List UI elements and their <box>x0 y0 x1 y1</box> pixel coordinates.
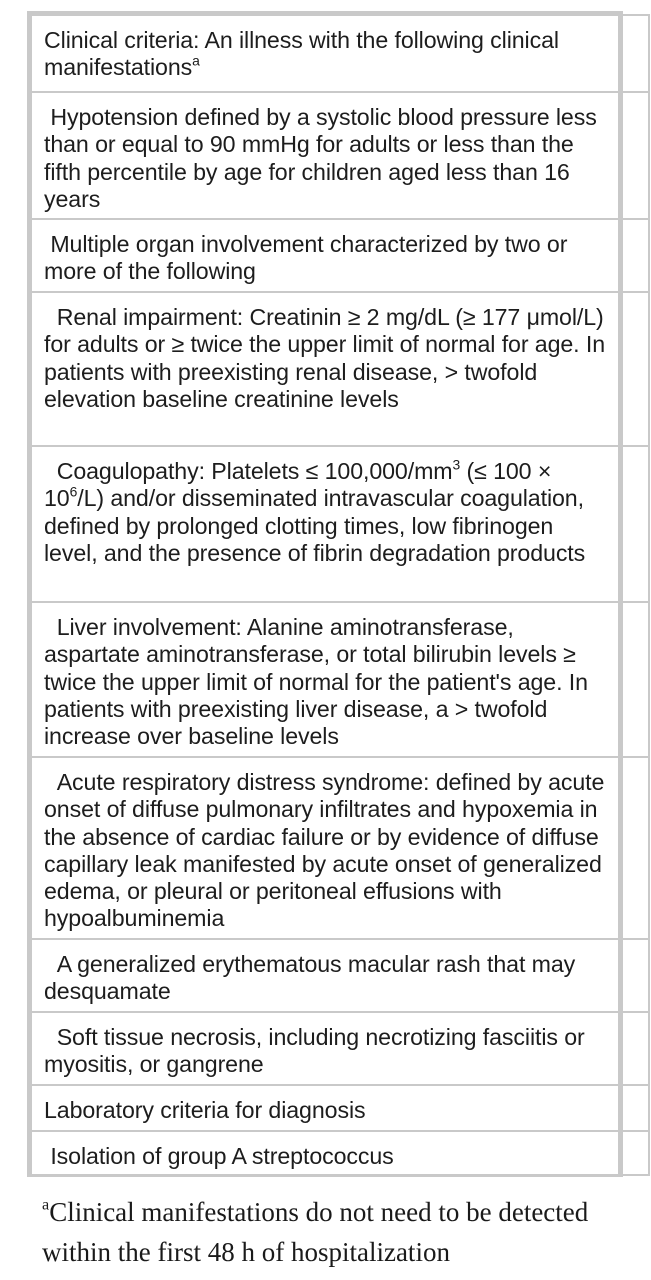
clinical-criteria-heading: Clinical criteria: An illness with the following clinical manifestations <box>44 27 559 81</box>
footnote-text: Clinical manifestations do not need to be detected within the first 48 h of hospitalization <box>42 1197 589 1267</box>
table-row <box>31 602 649 757</box>
empty-cell <box>619 1131 649 1175</box>
criteria-table-grid <box>30 14 650 1176</box>
liver-involvement-criterion: Liver involvement: Alanine aminotransferase, aspartate aminotransferase, or total bilirubin levels ≥ twice the upper limit of normal for the patient's age. In patients with preexisting liver disease, a > twofold increase over baseline levels <box>44 614 595 750</box>
coagulopathy-criterion <box>44 458 590 566</box>
table-cell <box>31 757 619 939</box>
table-row <box>31 1085 649 1131</box>
ards-criterion: Acute respiratory distress syndrome: defined by acute onset of diffuse pulmonary infiltrates and hypoxemia in the absence of cardiac failure or by evidence of diffuse capillary leak manifested by acute onset of generalized edema, or pleural or peritoneal effusions with hypoalbuminemia <box>44 769 611 932</box>
renal-impairment-criterion: Renal impairment: Creatinin ≥ 2 mg/dL (≥ 177 μmol/L) for adults or ≥ twice the upper limit of normal for age. In patients with preexisting renal disease, > twofold elevation baseline creatinine levels <box>44 304 612 412</box>
table-cell <box>31 602 619 757</box>
empty-cell <box>619 939 649 1012</box>
criteria-table <box>27 11 623 1177</box>
table-cell <box>31 939 619 1012</box>
empty-cell <box>619 292 649 446</box>
table-row <box>31 757 649 939</box>
table-footnote <box>42 1192 642 1272</box>
coagulopathy-text-part1: Coagulopathy: Platelets ≤ 100,000/mm <box>44 458 453 484</box>
empty-cell <box>619 15 649 92</box>
table-cell <box>31 15 619 92</box>
table-row <box>31 92 649 219</box>
superscript-6: 6 <box>69 483 78 500</box>
empty-cell <box>619 219 649 292</box>
superscript-3: 3 <box>452 456 461 473</box>
table-cell <box>31 219 619 292</box>
laboratory-criteria-heading: Laboratory criteria for diagnosis <box>44 1097 366 1123</box>
coagulopathy-text-part3: /L) and/or disseminated intravascular coagulation, defined by prolonged clotting times, low fibrinogen level, and the presence of fibrin degradation products <box>44 485 591 566</box>
table-row <box>31 1012 649 1085</box>
footnote-marker: a <box>192 52 200 69</box>
table-cell <box>31 1131 619 1175</box>
empty-cell <box>619 1012 649 1085</box>
table-row <box>31 15 649 92</box>
table-row <box>31 939 649 1012</box>
table-cell <box>31 92 619 219</box>
soft-tissue-necrosis-criterion: Soft tissue necrosis, including necrotizing fasciitis or myositis, or gangrene <box>44 1024 591 1078</box>
table-row <box>31 446 649 602</box>
group-a-strep-criterion: Isolation of group A streptococcus <box>44 1143 394 1169</box>
table-cell <box>31 292 619 446</box>
empty-cell <box>619 446 649 602</box>
table-cell <box>31 446 619 602</box>
hypotension-criterion: Hypotension defined by a systolic blood pressure less than or equal to 90 mmHg for adults or less than the fifth percentile by age for children aged less than 16 years <box>44 104 604 212</box>
empty-cell <box>619 1085 649 1131</box>
empty-cell <box>619 602 649 757</box>
table-cell <box>31 1085 619 1131</box>
table-row <box>31 292 649 446</box>
rash-criterion: A generalized erythematous macular rash that may desquamate <box>44 951 582 1005</box>
table-row <box>31 219 649 292</box>
multiple-organ-criterion: Multiple organ involvement characterized by two or more of the following <box>44 231 574 285</box>
coagulopathy-text-part2: (≤ 100 × 10 <box>44 458 558 512</box>
table-row <box>31 1131 649 1175</box>
empty-cell <box>619 92 649 219</box>
table-cell <box>31 1012 619 1085</box>
footnote-marker: a <box>42 1195 50 1214</box>
empty-cell <box>619 757 649 939</box>
